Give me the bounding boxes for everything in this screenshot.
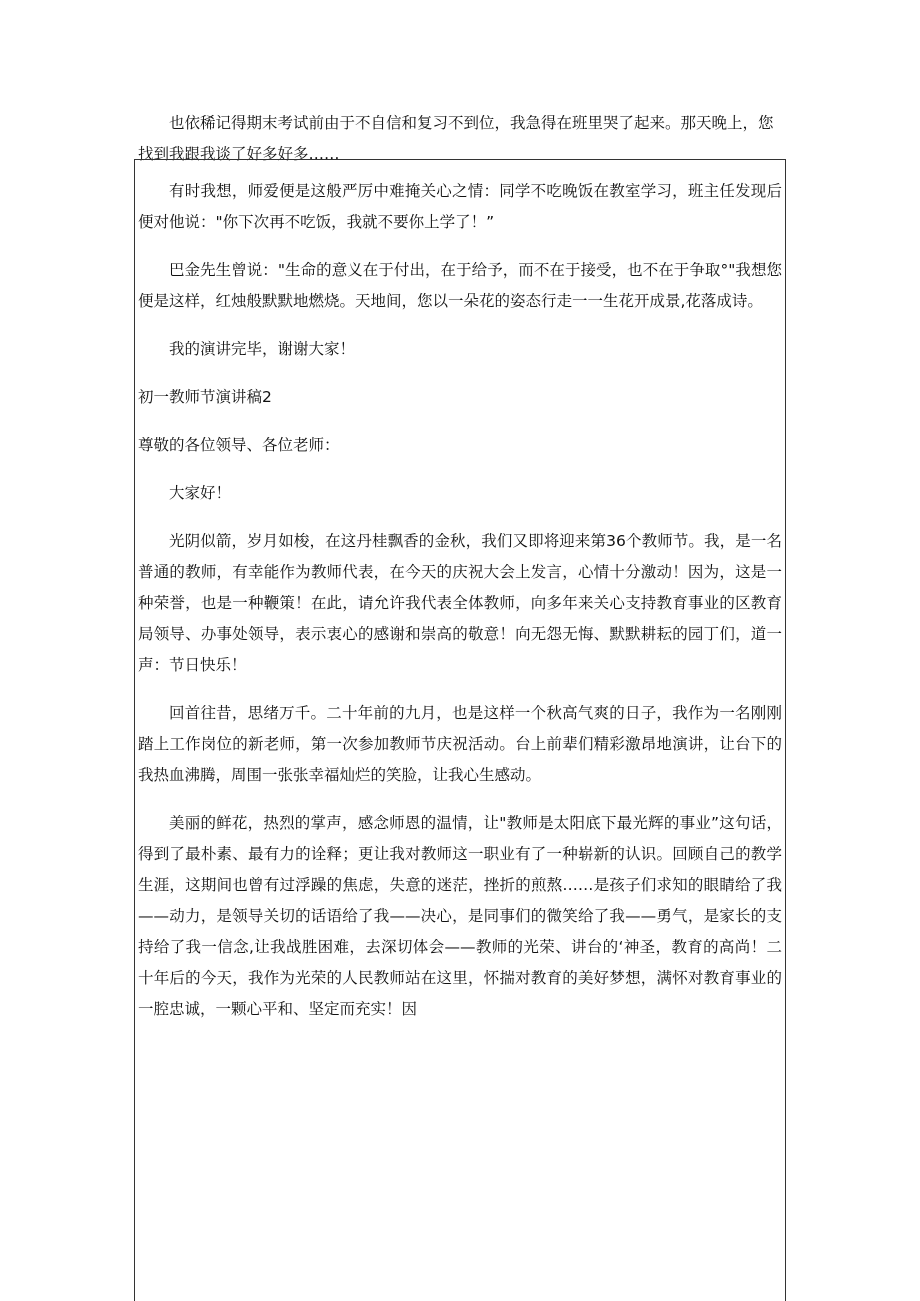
greeting: 大家好！: [169, 484, 232, 502]
paragraph-reflection: 美丽的鲜花，热烈的掌声，感念师恩的温情，让"教师是太阳底下最光辉的事业”这句话，得到了最朴素、最有力的诠释；更让我对教师这一职业有了一种崭新的认识。回顾自己的教学生涯，这期间也曾有过浮躁的焦虑，失意的迷茫，挫折的煎熬……是孩子们求知的眼睛给了我——动力，是领导关切的话语给了我——决心，是同事们的微笑给了我——勇气，是家长的支持给了我一信念,让我战胜困难，去深切体会——教师的光荣、讲台的‘神圣，教育的高尚！二十年后的今天，我作为光荣的人民教师站在这里，怀揣对教育的美好梦想，满怀对教育事业的一腔忠诚，一颗心平和、坚定而充实！因: [138, 814, 782, 1018]
paragraph-looking-back: 回首往昔，思绪万千。二十年前的九月，也是这样一个秋高气爽的日子，我作为一名刚刚踏上工作岗位的新老师，第一次参加教师节庆祝活动。台上前辈们精彩激昂地演讲，让台下的我热血沸腾，周围一张张幸福灿烂的笑脸，让我心生感动。: [138, 704, 782, 784]
paragraph-teacher-love: 有时我想，师爱便是这般严厉中难掩关心之情：同学不吃晚饭在教室学习，班主任发现后便对他说："你下次再不吃饭，我就不要你上学了！”: [138, 182, 782, 231]
salutation: 尊敬的各位领导、各位老师：: [138, 436, 340, 454]
speech-content: [138, 176, 782, 1042]
intro-paragraph: 也依稀记得期末考试前由于不自信和复习不到位，我急得在班里哭了起来。那天晚上，您找到我跟我谈了好多好多……: [138, 114, 774, 163]
section-title: 初一教师节演讲稿2: [138, 388, 272, 406]
paragraph-teachers-day: 光阴似箭，岁月如梭，在这丹桂飘香的金秋，我们又即将迎来第36个教师节。我，是一名普通的教师，有幸能作为教师代表，在今天的庆祝大会上发言，心情十分激动！因为，这是一种荣誉，也是一种鞭策！在此，请允许我代表全体教师，向多年来关心支持教育事业的区教育局领导、办事处领导，表示衷心的感谢和崇高的敬意！向无怨无悔、默默耕耘的园丁们，道一声：节日快乐！: [138, 532, 782, 674]
paragraph-closing: 我的演讲完毕，谢谢大家！: [169, 340, 356, 358]
paragraph-bajin-quote: 巴金先生曾说："生命的意义在于付出，在于给予，而不在于接受，也不在于争取°"我想您便是这样，红烛般默默地燃烧。天地间，您以一朵花的姿态行走一一生花开成景,花落成诗。: [138, 261, 782, 310]
